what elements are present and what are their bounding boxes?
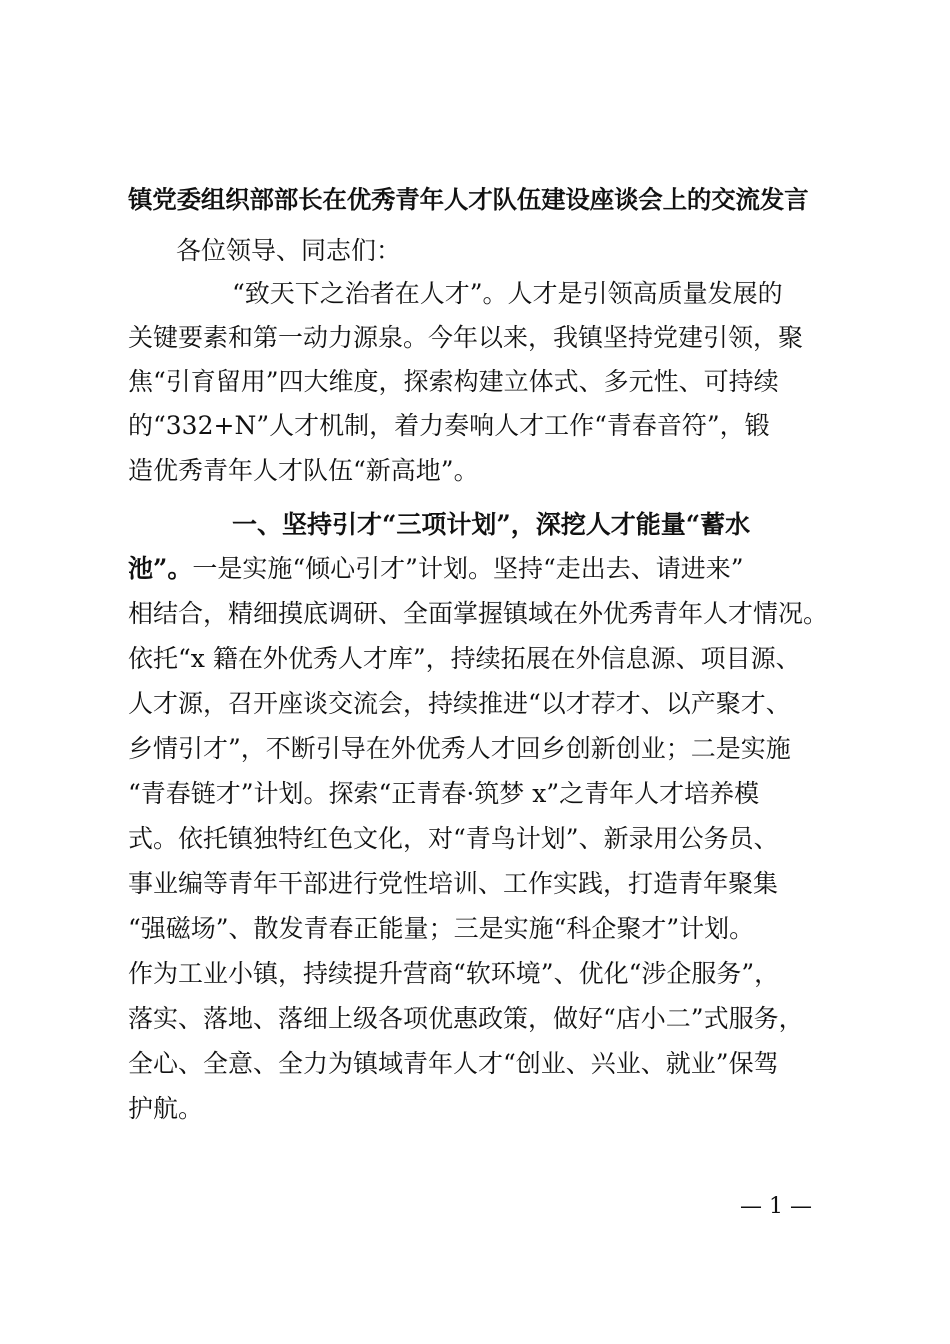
intro-line-5: 造优秀青年人才队伍“新高地”。 [128, 456, 479, 485]
section-body-line-9: 作为工业小镇，持续提升营商“软环境”、优化“涉企服务”， [128, 959, 780, 988]
section-heading-line-1: 一、坚持引才“三项计划”，深挖人才能量“蓄水 [232, 510, 751, 539]
salutation: 各位领导、同志们： [176, 236, 402, 265]
document-title: 镇党委组织部部长在优秀青年人才队伍建设座谈会上的交流发言 [128, 185, 809, 214]
section-body-line-7: 事业编等青年干部进行党性培训、工作实践，打造青年聚集 [128, 869, 779, 898]
section-body-line-12: 护航。 [128, 1094, 204, 1123]
intro-line-1: “致天下之治者在人才”。人才是引领高质量发展的 [232, 279, 783, 308]
section-body-line-5: “青春链才”计划。探索“正青春·筑梦 x”之青年人才培养模 [128, 779, 760, 808]
intro-line-2: 关键要素和第一动力源泉。今年以来，我镇坚持党建引领，聚 [128, 323, 804, 352]
section-heading-line-2 [128, 547, 744, 591]
section-body-line-2: 依托“x 籍在外优秀人才库”，持续拓展在外信息源、项目源、 [128, 644, 801, 673]
section-heading-end: 池”。 [128, 554, 193, 583]
section-body-line-3: 人才源，召开座谈交流会，持续推进“以才荐才、以产聚才、 [128, 689, 791, 718]
intro-line-3: 焦“引育留用”四大维度，探索构建立体式、多元性、可持续 [128, 367, 779, 396]
section-body-line-6: 式。依托镇独特红色文化，对“青鸟计划”、新录用公务员、 [128, 824, 779, 853]
intro-line-4: 的“332+N”人才机制，着力奏响人才工作“青春音符”，锻 [128, 411, 770, 440]
section-body-line-8: “强磁场”、散发青春正能量；三是实施“科企聚才”计划。 [128, 914, 755, 943]
section-body-line-4: 乡情引才”，不断引导在外优秀人才回乡创新创业；二是实施 [128, 734, 791, 763]
section-body-line-11: 全心、全意、全力为镇域青年人才“创业、兴业、就业”保驾 [128, 1049, 779, 1078]
section-text-start: 一是实施“倾心引才”计划。坚持“走出去、请进来” [192, 554, 744, 583]
section-body-line-10: 落实、落地、落细上级各项优惠政策，做好“店小二”式服务， [128, 1004, 804, 1033]
page-number: — 1 — [740, 1194, 812, 1219]
section-body-line-1: 相结合，精细摸底调研、全面掌握镇域在外优秀青年人才情况。 [128, 599, 829, 628]
